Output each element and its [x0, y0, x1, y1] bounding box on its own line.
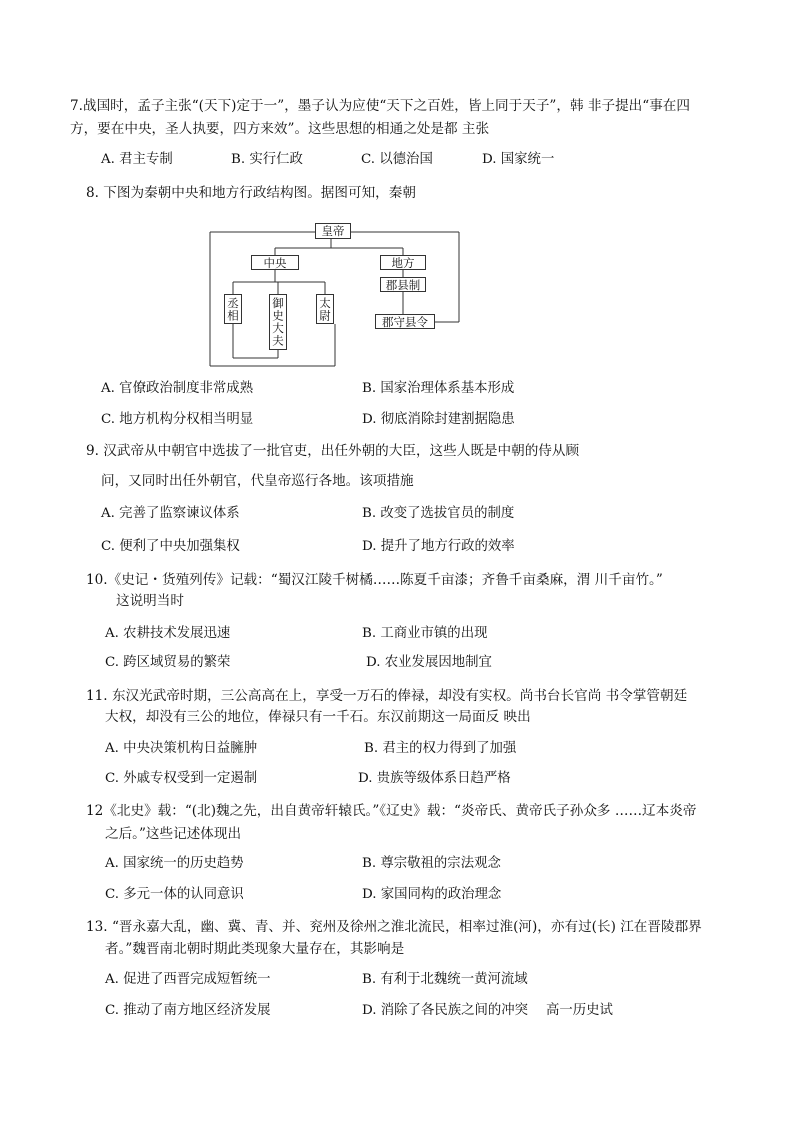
q10-option-d: D. 农业发展因地制宜	[366, 655, 492, 670]
box-central: 中央	[251, 255, 299, 270]
q10-stem-line2: 这说明当时	[116, 593, 184, 609]
q11-option-c: C. 外戚专权受到一定遏制	[105, 771, 258, 786]
q13-option-a: A. 促进了西晋完成短暂统一	[105, 972, 271, 987]
diagram-connectors	[205, 218, 467, 368]
q8-option-c: C. 地方机构分权相当明显	[101, 412, 254, 427]
box-emperor: 皇帝	[315, 223, 351, 239]
q7-stem-line2: 方，要在中央，圣人执要，四方来效”。这些思想的相通之处是都 主张	[70, 121, 490, 137]
q7-option-d: D. 国家统一	[482, 152, 555, 167]
box-local: 地方	[380, 255, 426, 270]
q7-option-c: C. 以德治国	[361, 152, 433, 167]
q13-option-d: D. 消除了各民族之间的冲突	[362, 1003, 529, 1018]
q11-stem-line1: 11. 东汉光武帝时期，三公高高在上，享受一万石的俸禄，却没有实权。尚书台长官尚 书令掌管朝廷	[86, 688, 688, 704]
q8-option-d: D. 彻底消除封建割据隐患	[362, 412, 515, 427]
q10-option-c: C. 跨区域贸易的繁荣	[105, 655, 231, 670]
q7-option-b: B. 实行仁政	[231, 152, 303, 167]
q9-option-c: C. 便利了中央加强集权	[101, 539, 240, 554]
box-censor: 御史大夫	[269, 294, 287, 350]
q12-stem-line1: 12《北史》载：“(北)魏之先，出自黄帝轩辕氏。”《辽史》载：“炎帝氏、黄帝氏子孙众多 ……辽本炎帝	[86, 803, 697, 819]
q10-stem-line1: 10.《史记・货殖列传》记载：“蜀汉江陵千树橘……陈夏千亩漆；齐鲁千亩桑麻，渭 川千亩竹。”	[86, 572, 663, 588]
q12-option-c: C. 多元一体的认同意识	[105, 887, 244, 902]
q12-stem-line2: 之后。”这些记述体现出	[105, 826, 242, 842]
box-prefecture-system: 郡县制	[380, 277, 426, 292]
q9-option-b: B. 改变了选拔官员的制度	[362, 506, 515, 521]
page-footer-text: 高一历史试	[546, 1003, 613, 1018]
q13-option-b: B. 有利于北魏统一黄河流域	[362, 972, 528, 987]
box-chancellor: 丞相	[224, 294, 242, 324]
q8-option-b: B. 国家治理体系基本形成	[362, 381, 515, 396]
q8-option-a: A. 官僚政治制度非常成熟	[101, 381, 254, 396]
box-commandant: 太尉	[316, 294, 334, 324]
q11-stem-line2: 大权，却没有三公的地位，俸禄只有一千石。东汉前期这一局面反 映出	[105, 709, 531, 725]
q11-option-d: D. 贵族等级体系日趋严格	[358, 771, 511, 786]
q13-option-c: C. 推动了南方地区经济发展	[105, 1003, 271, 1018]
q8-stem: 8. 下图为秦朝中央和地方行政结构图。据图可知，秦朝	[86, 185, 416, 201]
q7-option-a: A. 君主专制	[101, 152, 173, 167]
q10-option-a: A. 农耕技术发展迅速	[105, 626, 231, 641]
q9-stem-line1: 9. 汉武帝从中朝官中选拔了一批官吏，出任外朝的大臣，这些人既是中朝的侍从顾	[86, 443, 580, 459]
q7-stem-line1: 7.战国时，孟子主张“(天下)定于一”，墨子认为应使“天下之百姓，皆上同于天子”，韩 非子提出“事在四	[70, 98, 690, 114]
qin-administration-diagram	[205, 218, 467, 368]
q12-option-d: D. 家国同构的政治理念	[362, 887, 502, 902]
q9-option-a: A. 完善了监察谏议体系	[101, 506, 240, 521]
q13-stem-line1: 13. “晋永嘉大乱，幽、冀、青、并、兖州及徐州之淮北流民，相率过淮(河)，亦有过(长) 江在晋陵郡界	[86, 919, 702, 935]
q9-option-d: D. 提升了地方行政的效率	[362, 539, 515, 554]
q9-stem-line2: 问，又同时出任外朝官，代皇帝巡行各地。该项措施	[101, 473, 414, 489]
q12-option-b: B. 尊宗敬祖的宗法观念	[362, 856, 501, 871]
q10-option-b: B. 工商业市镇的出现	[362, 626, 488, 641]
q12-option-a: A. 国家统一的历史趋势	[105, 856, 244, 871]
q11-option-a: A. 中央决策机构日益臃肿	[105, 741, 258, 756]
q13-stem-line2: 者。”魏晋南北朝时期此类现象大量存在，其影响是	[105, 941, 405, 957]
box-local-officials: 郡守县令	[375, 314, 435, 329]
q11-option-b: B. 君主的权力得到了加强	[364, 741, 517, 756]
